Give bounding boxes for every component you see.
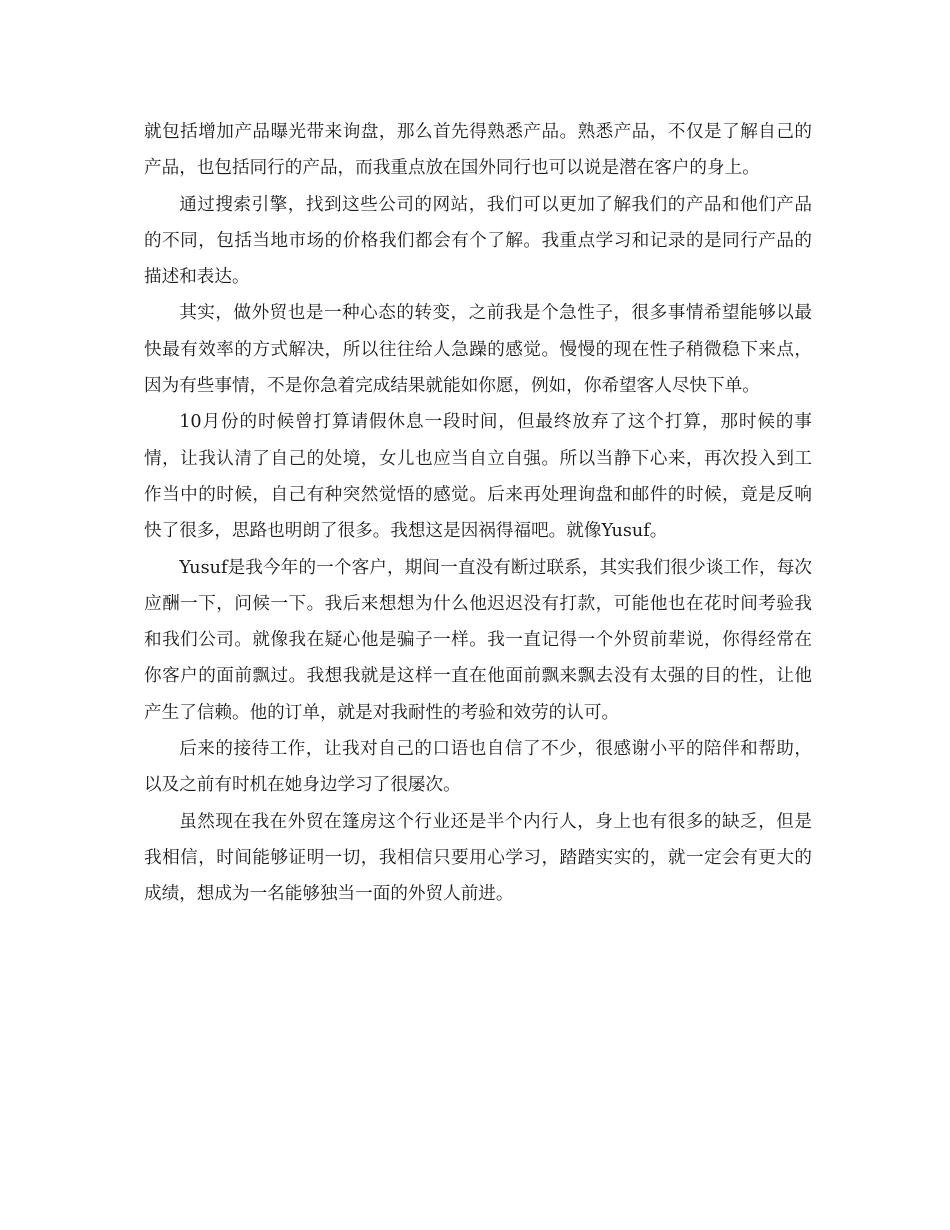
paragraph-3: 其实，做外贸也是一种心态的转变，之前我是个急性子，很多事情希望能够以最快最有效率的方式解决，所以往往给人急躁的感觉。慢慢的现在性子稍微稳下来点，因为有些事情，不是你急着完成结果就能如你愿，例如，你希望客人尽快下单。 (144, 303, 812, 397)
paragraph-2: 通过搜索引擎，找到这些公司的网站，我们可以更加了解我们的产品和他们产品的不同，包括当地市场的价格我们都会有个了解。我重点学习和记录的是同行产品的描述和表达。 (144, 194, 812, 288)
document-body (144, 114, 812, 913)
paragraph-7: 虽然现在我在外贸在篷房这个行业还是半个内行人，身上也有很多的缺乏，但是我相信，时间能够证明一切，我相信只要用心学习，踏踏实实的，就一定会有更大的成绩，想成为一名能够独当一面的外贸人前进。 (144, 811, 812, 905)
paragraph-6: 后来的接待工作，让我对自己的口语也自信了不少，很感谢小平的陪伴和帮助，以及之前有时机在她身边学习了很屡次。 (144, 739, 812, 796)
paragraph-4: 10月份的时候曾打算请假休息一段时间，但最终放弃了这个打算，那时候的事情，让我认清了自己的处境，女儿也应当自立自强。所以当静下心来，再次投入到工作当中的时候，自己有种突然觉悟的感觉。后来再处理询盘和邮件的时候，竟是反响快了很多，思路也明朗了很多。我想这是因祸得福吧。就像Yusuf。 (144, 412, 812, 542)
paragraph-5: Yusuf是我今年的一个客户，期间一直没有断过联系，其实我们很少谈工作，每次应酬一下，问候一下。我后来想想为什么他迟迟没有打款，可能他也在花时间考验我和我们公司。就像我在疑心他是骗子一样。我一直记得一个外贸前辈说，你得经常在你客户的面前飘过。我想我就是这样一直在他面前飘来飘去没有太强的目的性，让他产生了信赖。他的订单，就是对我耐性的考验和效劳的认可。 (144, 557, 812, 723)
paragraph-1: 就包括增加产品曝光带来询盘，那么首先得熟悉产品。熟悉产品，不仅是了解自己的产品，也包括同行的产品，而我重点放在国外同行也可以说是潜在客户的身上。 (144, 122, 812, 179)
